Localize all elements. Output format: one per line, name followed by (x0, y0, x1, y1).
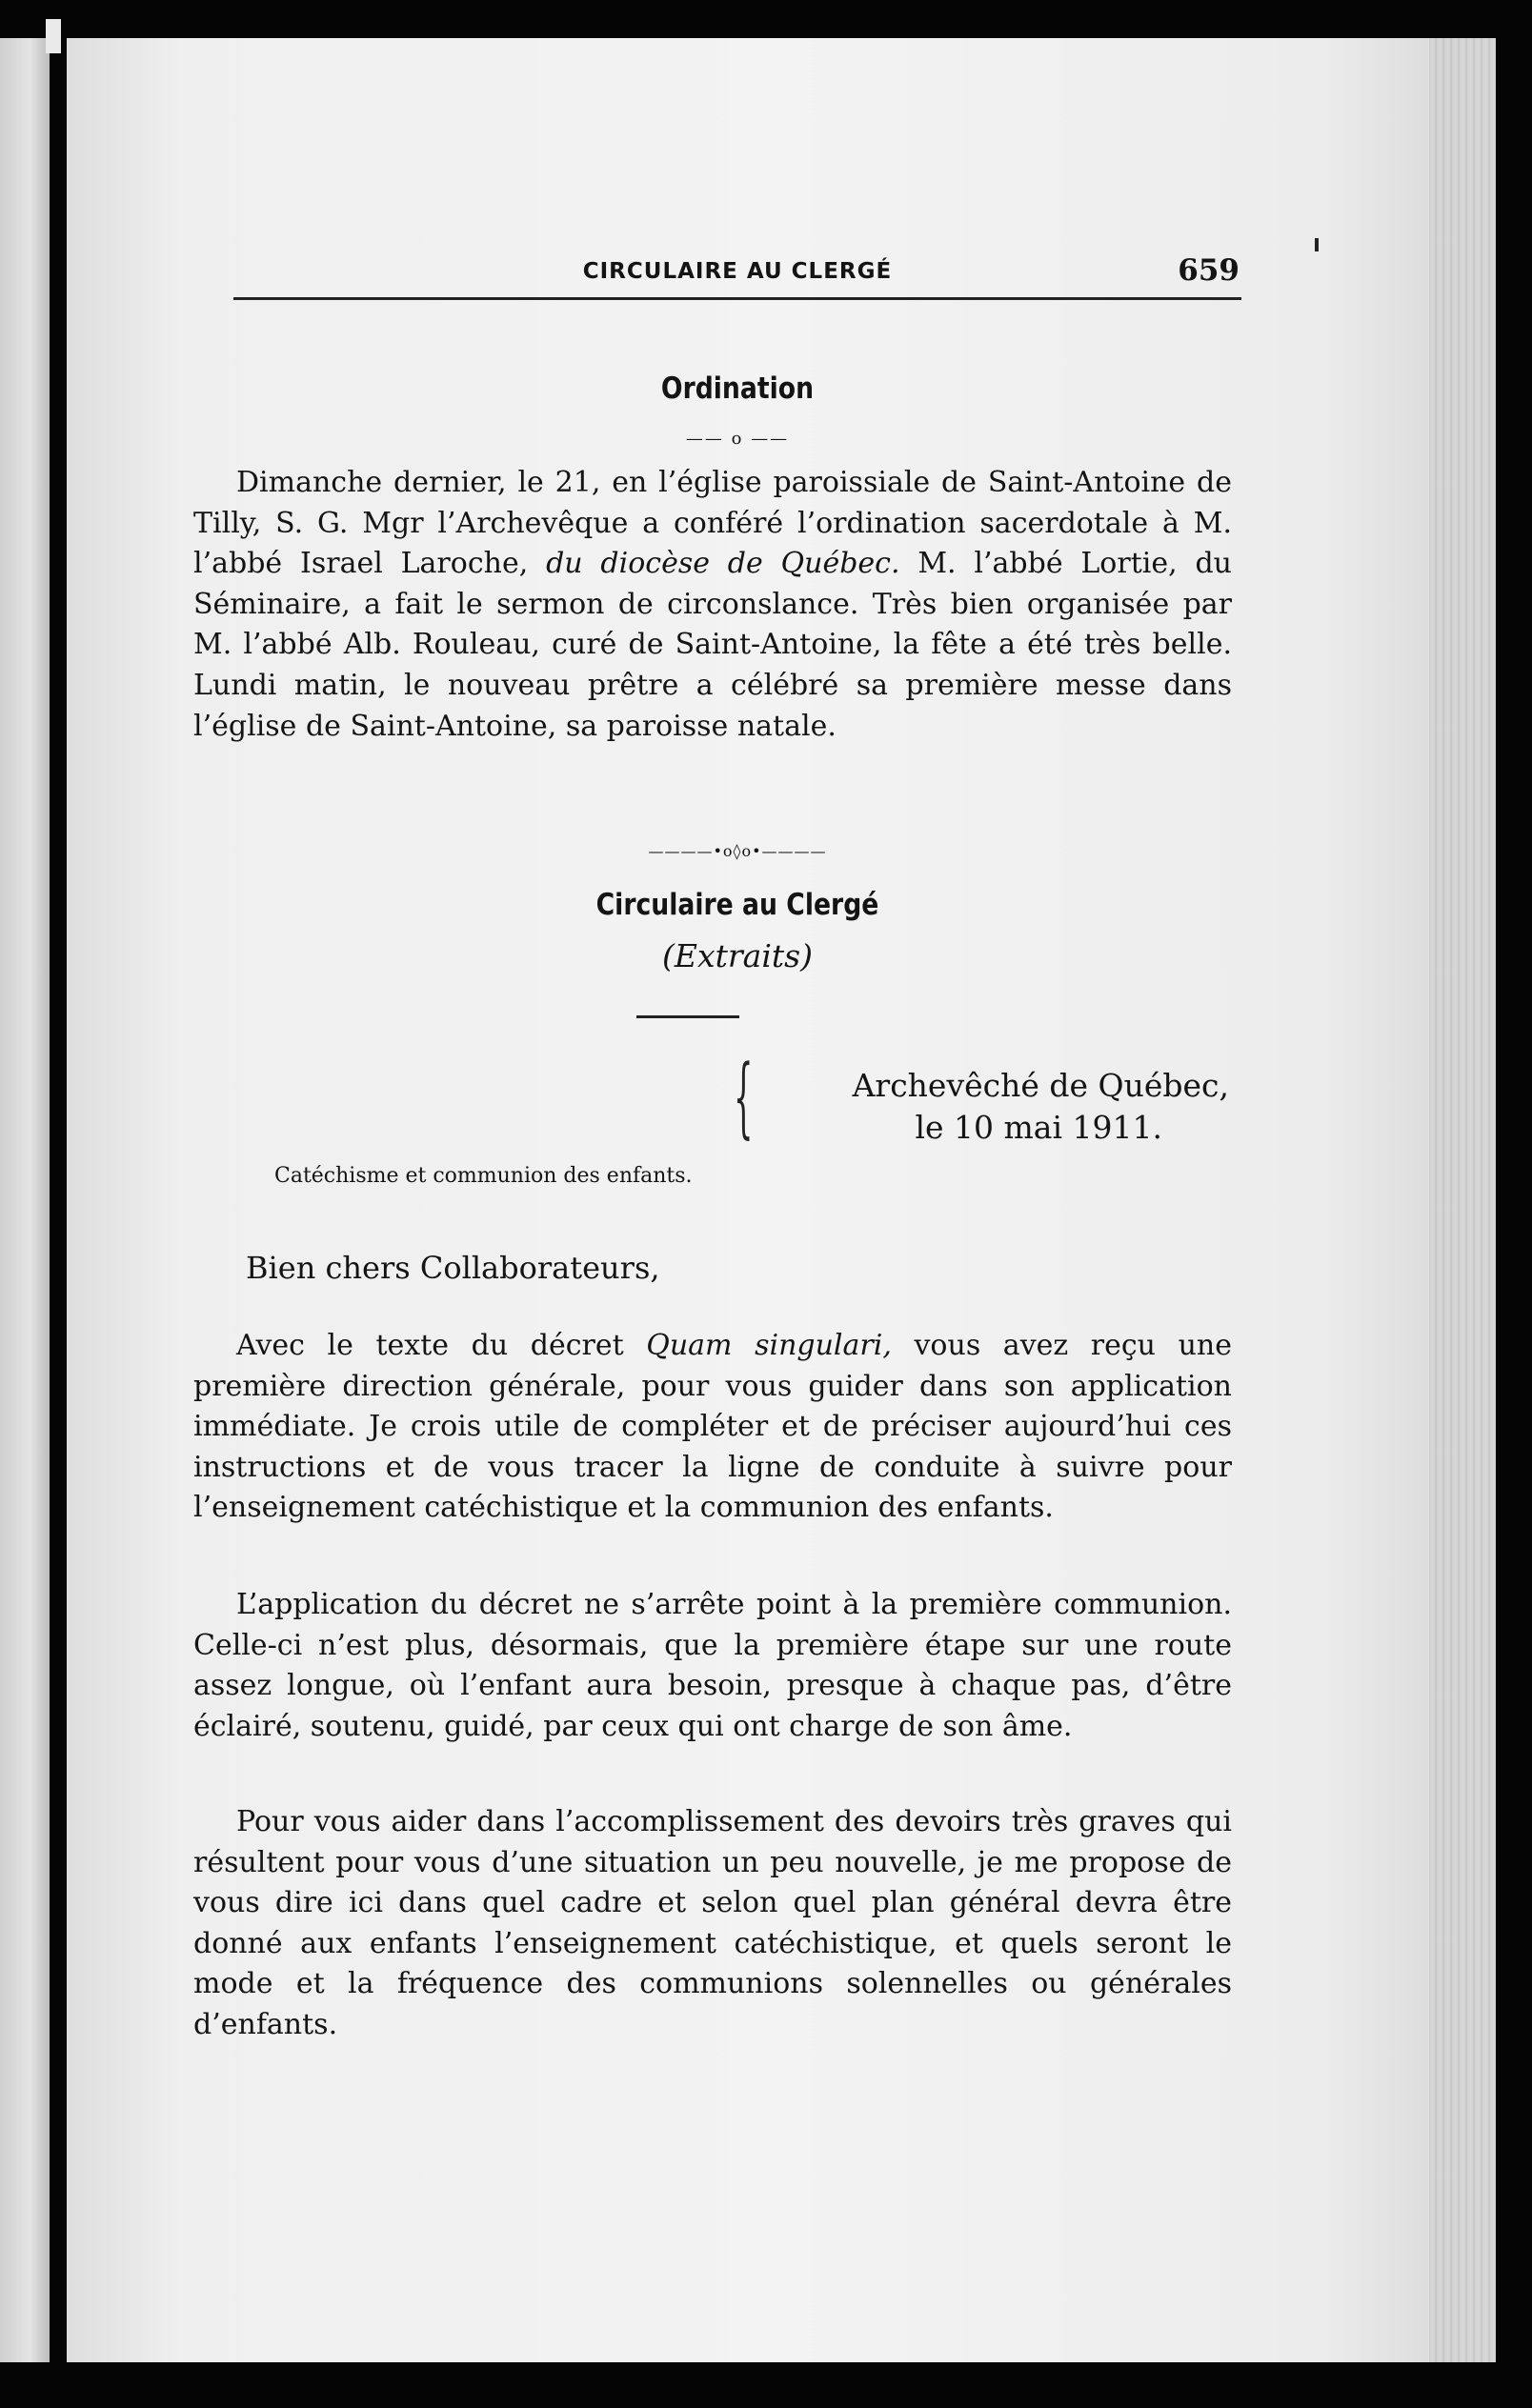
margin-note: Catéchisme et communion des enfants. (274, 1164, 693, 1188)
ordination-title: Ordination (660, 371, 815, 406)
title-rule: —— o —— (685, 429, 790, 449)
date-brace: { (734, 1046, 754, 1148)
page-number: 659 (1178, 253, 1240, 288)
running-header (233, 253, 1241, 300)
circulaire-title: Circulaire au Clergé (595, 888, 879, 922)
subtitle-rule (636, 1015, 739, 1018)
facing-page-edge (0, 38, 50, 2362)
section-separator: ————•o◊o•———— (648, 842, 827, 860)
circulaire-paragraph-2: L’application du décret ne s’arrête point à la première communion. Celle-ci n’est plus, désormais, que la première étape sur une route assez longue, où l’enfant aura besoin, presque à chaque pas, d’être éclairé, soutenu, guidé, par ceux qui ont charge de son âme. (193, 1588, 1232, 1743)
circulaire-paragraph-1: Avec le texte du décret Quam singulari, vous avez reçu une première direction générale, pour vous guider dans son application immédiate. Je crois utile de compléter et de préciser aujourd’hui ces instructions et de vous tracer la ligne de conduite à suivre pour l’enseignement catéchistique et la communion des enfants. (193, 1329, 1232, 1525)
scan-artifact (46, 19, 61, 53)
scan-dust (1315, 238, 1319, 251)
book-page (67, 38, 1496, 2362)
circulaire-subtitle: (Extraits) (662, 937, 813, 974)
running-title: CIRCULAIRE AU CLERGÉ (582, 259, 893, 284)
page-stack-edge (1429, 38, 1496, 2362)
date-block (772, 1065, 1229, 1149)
salutation: Bien chers Collaborateurs, (246, 1250, 660, 1286)
ordination-paragraph: Dimanche dernier, le 21, en l’église paroissiale de Saint-Antoine de Tilly, S. G. Mgr l’Archevêque a conféré l’ordination sacerdotale à M. l’abbé Israel Laroche, du diocèse de Québec. M. l’abbé Lortie, du Séminaire, a fait le sermon de circonslance. Très bien organisée par M. l’abbé Alb. Rouleau, curé de Saint-Antoine, la fête a été très belle. Lundi matin, le nouveau prêtre a célébré sa première messe dans l’église de Saint-Antoine, sa paroisse natale. (193, 466, 1232, 743)
circulaire-paragraph-3: Pour vous aider dans l’accomplissement des devoirs très graves qui résultent pour vous d’une situation un peu nouvelle, je me propose de vous dire ici dans quel cadre et selon quel plan général devra être donné aux enfants l’enseignement catéchistique, et quels seront le mode et la fréquence des communions solennelles ou générales d’enfants. (193, 1805, 1232, 2041)
date-place: Archevêché de Québec, (852, 1067, 1229, 1104)
date-line: le 10 mai 1911. (915, 1109, 1162, 1146)
